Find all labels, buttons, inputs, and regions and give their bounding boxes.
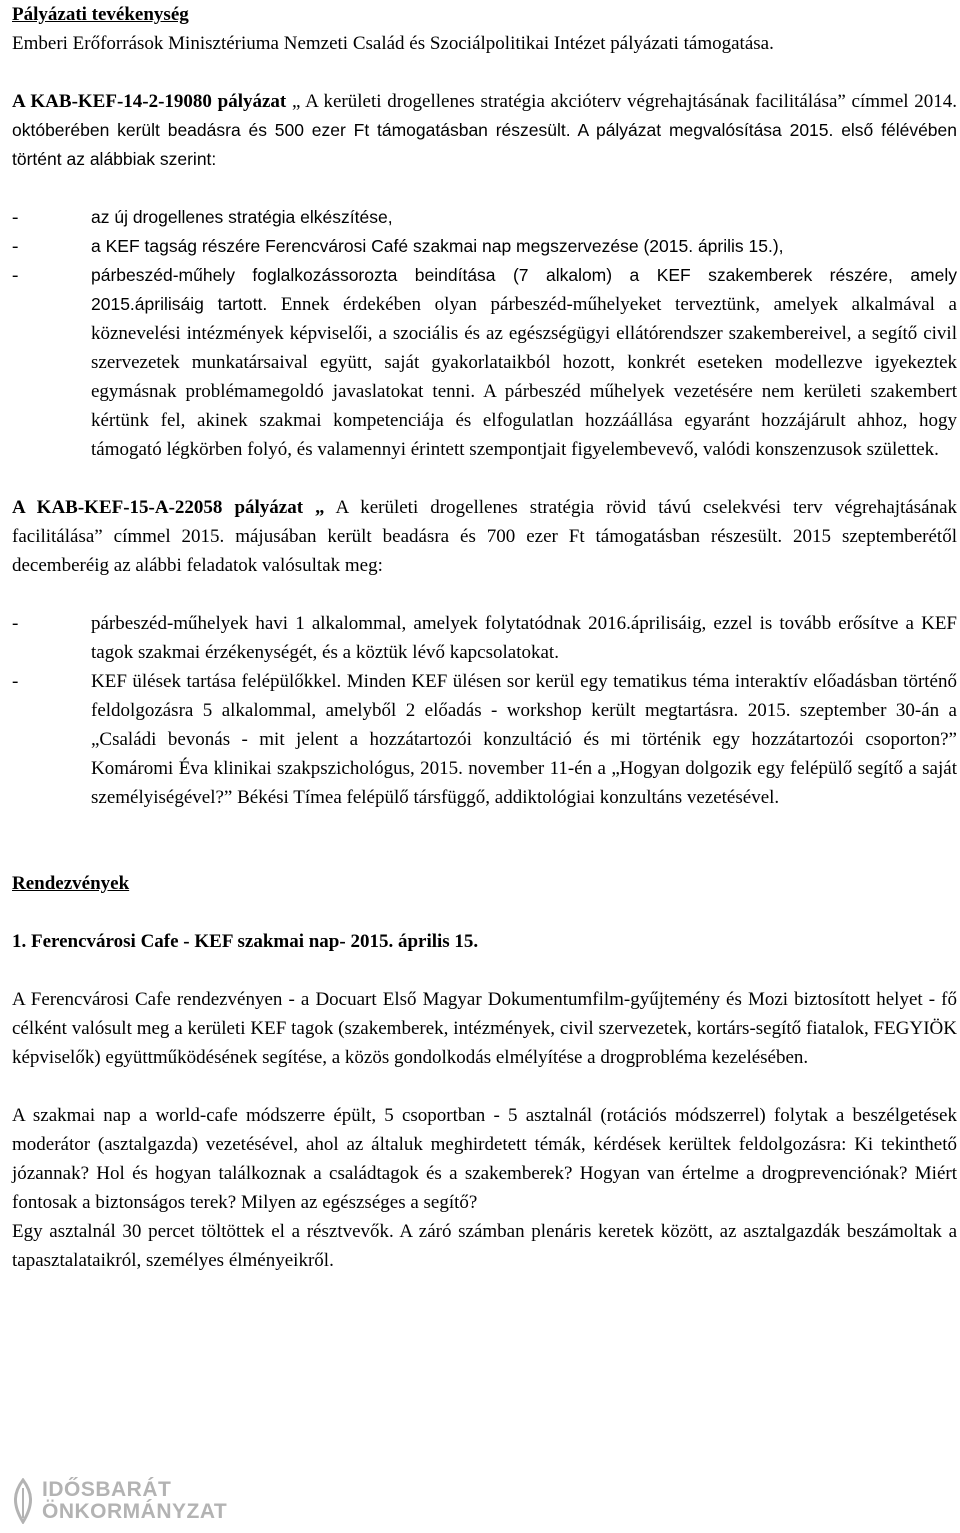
list-bullet: - [12, 236, 19, 257]
leaf-mark-icon [10, 1478, 36, 1524]
grant1-code: A KAB-KEF-14-2-19080 pályázat [12, 91, 287, 112]
document-body [12, 0, 957, 1275]
logo-text [42, 1479, 227, 1523]
logo-line-2: ÖNKORMÁNYZAT [42, 1500, 228, 1523]
grant1-text-serif: „ A kerületi drogellenes stratégia akcióterv végrehajtásának facilitálása” címmel 2014. [286, 91, 957, 112]
grant1-paragraph [12, 87, 957, 174]
list-bullet: - [12, 207, 19, 228]
event1-paragraph-3: Egy asztalnál 30 percet töltöttek el a résztvevők. A záró számban plenáris keretek között, az asztalgazdák beszámoltak a tapasztalataikról, személyes élményeikről. [12, 1221, 957, 1271]
list-item [12, 203, 957, 232]
logo-line-1: IDŐSBARÁT [42, 1478, 172, 1501]
grant2-text: A kerületi drogellenes stratégia rövid távú cselekvési terv végrehajtásának facilitálása” címmel 2015. májusában került beadásra és 700 ezer Ft támogatásban részesült. 2015 szeptemberétől decemberéig az alábbi feladatok valósultak meg: [12, 497, 957, 576]
grant1-text-sans: októberében került beadásra és 500 ezer Ft támogatásban részesült. A pályázat megvalósítása 2015. első félévében történt az alábbiak szerint: [12, 120, 957, 169]
footer-logo [10, 1478, 227, 1524]
list-item-text: párbeszéd-műhelyek havi 1 alkalommal, amelyek folytatódnak 2016.áprilisáig, ezzel is tovább erősítve a KEF tagok szakmai érzékenységét, és a köztük lévő kapcsolatokat. [91, 613, 957, 663]
list-item [12, 667, 957, 812]
list-item-text-serif: Ennek érdekében olyan párbeszéd-műhelyeket terveztünk, amelyek alkalmával a köznevelési intézmények képviselői, a szociális és az egészségügyi ellátórendszer szakembereivel, a segítő civil szervezetek munkatársaival együtt, saját gyakorlataikból hozott, konkrét eseteken modellezve igyekeztek egymásnak problémamegoldó javaslatokat tenni. A párbeszéd műhelyek vezetésére nem kerületi szakembert kértünk fel, akinek szakmai kompetenciája és elfogulatlan hozzáállása egyaránt hozzájárult ahhoz, hogy támogató légkörben folyó, és valamennyi érintett szempontjait figyelembevevő, valódi konszenzusok születtek. [91, 294, 957, 460]
list-item [12, 261, 957, 464]
list-bullet: - [12, 613, 19, 634]
event1-paragraph-1: A Ferencvárosi Cafe rendezvényen - a Docuart Első Magyar Dokumentumfilm-gyűjtemény és Mozi biztosított helyet - fő célként valósult meg a kerületi KEF tagok (szakemberek, intézmények, civil szervezetek, kortárs-segítő fiatalok, FEGYIÖK képviselők) együttműködésének segítése, a közös gondolkodás elmélyítése a drogprobléma kezelésében. [12, 989, 957, 1068]
list-item-text: az új drogellenes stratégia elkészítése, [91, 207, 393, 227]
list-bullet: - [12, 671, 19, 692]
section-title: Pályázati tevékenység [12, 4, 189, 25]
grant2-code: A KAB-KEF-15-A-22058 pályázat „ [12, 497, 325, 518]
grant2-paragraph [12, 493, 957, 580]
list-item [12, 232, 957, 261]
grant1-list [12, 203, 957, 464]
event1-paragraph-2: A szakmai nap a world-cafe módszerre épült, 5 csoportban - 5 asztalnál (rotációs módszerrel) folytak a beszélgetések moderátor (asztalgazda) vezetésével, ahol az általuk meghirdetett témák, kérdések kerültek feldolgozásra: Ki tekinthető józannak? Hol és hogyan találkoznak a családtagok és a szakemberek? Hogyan van értelme a drogprevenciónak? Miért fontosak a biztonságos terek? Milyen az egészséges a segítő? [12, 1105, 957, 1213]
list-item-text: KEF ülések tartása felépülőkkel. Minden KEF ülésen sor kerül egy tematikus téma interaktív előadásban történő feldolgozásra 5 alkalommal, amelyből 2 előadás - workshop került megtartásra. 2015. szeptember 30-án a „Családi bevonás - mit jelent a hozzátartozói konzultáció és mi történik egy hozzátartozói csoporton?” Komáromi Éva klinikai szakpszichológus, 2015. november 11-én a „Hogyan dolgozik egy felépülő segítő a saját személyiségével?” Békési Tímea felépülő társfüggő, addiktológiai konzultáns vezetésével. [91, 671, 957, 808]
list-bullet: - [12, 265, 19, 286]
grant2-list [12, 609, 957, 812]
list-item-text: párbeszéd-műhely foglalkozássorozta beindítása (7 alkalom) a KEF szakemberek részére, amely 2015.áprilisáig tartott. [91, 265, 957, 314]
events-title: Rendezvények [12, 873, 130, 894]
list-item-text: a KEF tagság részére Ferencvárosi Café szakmai nap megszervezése (2015. április 15.), [91, 236, 784, 256]
event1-title: 1. Ferencvárosi Cafe - KEF szakmai nap- 2015. április 15. [12, 931, 479, 952]
intro-paragraph: Emberi Erőforrások Minisztériuma Nemzeti Család és Szociálpolitikai Intézet pályázati támogatása. [12, 33, 774, 54]
list-item [12, 609, 957, 667]
